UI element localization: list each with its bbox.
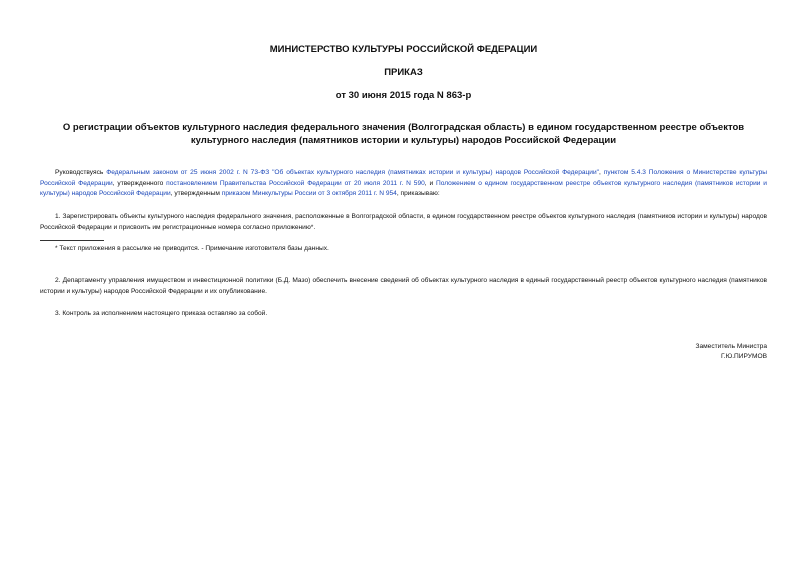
order-954-link[interactable]: приказом Минкультуры России от 3 октября 2011 г. N 954 [221,190,397,197]
preamble-text-5: , утвержденным [170,190,222,197]
preamble-text-1: Руководствуясь [55,169,107,176]
preamble-text-3: , утвержденного [112,179,167,187]
signature-position: Заместитель Министра [695,343,767,350]
preamble-paragraph [40,168,767,200]
order-item-2: 2. Департаменту управления имуществом и инвестиционной политики (Б.Д. Мазо) обеспечить внесение сведений об объектах культурного наследия в единый государственный реестр объектов культурного наследия (памятников истории и культуры) народов Российской Федерации и их опубликование. [40,277,767,295]
doc-type-heading: ПРИКАЗ [384,67,423,78]
footnote-separator [40,240,104,241]
order-item-3: 3. Контроль за исполнением настоящего приказа оставляю за собой. [55,310,268,317]
registry-regulation-link[interactable]: Положением о едином государственном реестре объектов культурного наследия (памятников истории и культуры) народов Российской Федерации [40,179,767,197]
law-73-fz-link[interactable]: Федеральным законом от 25 июня 2002 г. N 73-ФЗ "Об объектах культурного наследия (памятниках истории и культуры) народов Российской Федерации" [106,169,600,176]
preamble-text-4: , и [424,179,436,187]
government-decree-link[interactable]: постановлением Правительства Российской Федерации от 20 июля 2011 г. N 590 [166,179,425,187]
order-item-1: 1. Зарегистрировать объекты культурного наследия федерального значения, расположенные в Волгоградской области, в едином государственном реестре объектов культурного наследия (памятников истории и культуры) народов Российской Федерации и присвоить им регистрационные номера согласно приложению*. [40,213,767,231]
doc-date-number: от 30 июня 2015 года N 863-р [335,90,472,101]
signature-name: Г.Ю.ПИРУМОВ [720,353,767,360]
doc-title: О регистрации объектов культурного наследия федерального значения (Волгоградская область) в едином государственном реестре объектов культурного наследия (памятников истории и культуры) народов Российской Федерации [62,122,745,146]
footnote: * Текст приложения в рассылке не приводится. - Примечание изготовителя базы данных. [55,245,329,252]
preamble-text-2: , [599,169,604,176]
ministry-regulation-link[interactable]: пунктом 5.4.3 Положения о Министерстве культуры Российской Федерации [40,169,767,187]
ministry-heading: МИНИСТЕРСТВО КУЛЬТУРЫ РОССИЙСКОЙ ФЕДЕРАЦИИ [269,44,538,55]
preamble-text-6: , приказываю: [396,190,440,197]
